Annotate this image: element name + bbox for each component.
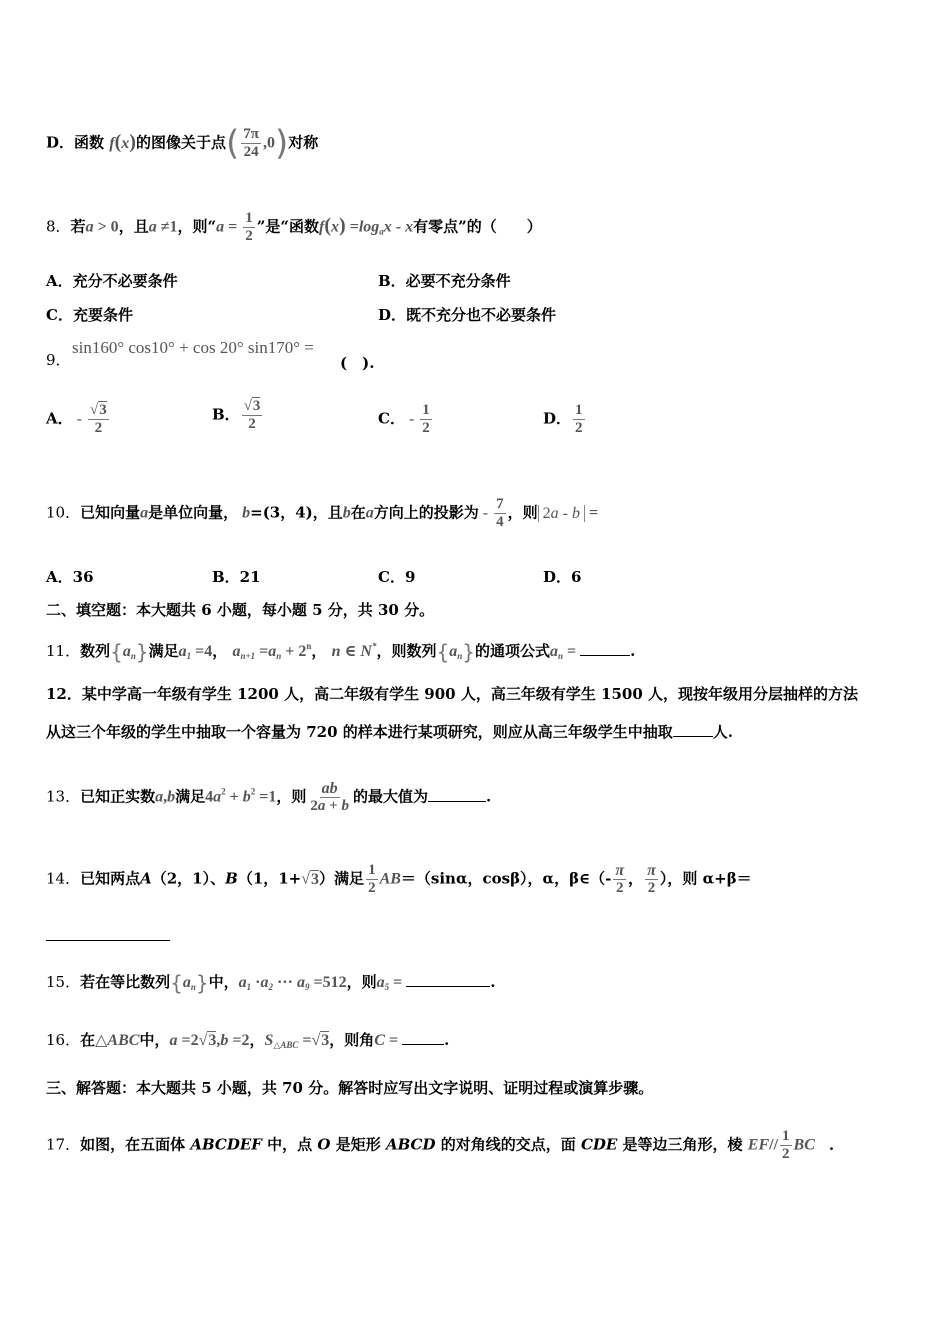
- q9-option-c: C． - $\frac{1}{2}$: [378, 402, 430, 436]
- answer-blank: [673, 722, 713, 737]
- q10-option-a: A．36: [46, 568, 94, 586]
- q-text: ，则“: [177, 217, 217, 236]
- answer-blank: [402, 1030, 444, 1045]
- q-text: 在: [350, 503, 366, 522]
- q-num: 8．: [46, 217, 71, 236]
- q10-option-d: D．6: [543, 568, 582, 586]
- q8-option-a: A．充分不必要条件: [46, 272, 178, 290]
- q-text: 数列: [80, 642, 111, 660]
- q-text: ABCD: [385, 1135, 436, 1154]
- q9-tail: ( ).: [340, 354, 375, 372]
- question-15: 15．若在等比数列$\{a_n\}$中，$a_1 \cdot a_2$ ··· $a_9 =512$，则$a_5$ = .: [46, 971, 496, 995]
- q-text: 中，: [139, 1031, 170, 1049]
- q-text: （1，1+: [237, 869, 302, 888]
- q-text: ），则 α+β＝: [659, 869, 752, 888]
- q-text: ＝（sinα，cosβ），α，β∈（-: [400, 869, 612, 888]
- q8-option-c: C．充要条件: [46, 306, 133, 324]
- q-text: 是等边三角形，棱: [617, 1135, 743, 1154]
- q-text: （2，1）、: [151, 869, 226, 888]
- q-num: 10．: [46, 503, 81, 522]
- q7d-text: 对称: [288, 133, 319, 152]
- q-text: 在: [80, 1031, 96, 1049]
- q-text: ，则: [507, 503, 538, 522]
- q-text: 从这三个年级的学生中抽取一个容量为 720 的样本进行某项研究，则应从高三年级学生中抽取: [46, 723, 673, 741]
- q-text: 是矩形: [330, 1135, 386, 1154]
- q-text: 方向上的投影为: [373, 503, 479, 522]
- question-13: 13．已知正实数a,b满足$4a^2 + b^2 =1$，则 $\frac{ab}{2a + b}$ 的最大值为 .: [46, 780, 492, 814]
- q-text: 的对角线的交点，面: [435, 1135, 581, 1154]
- q-text: =(3，4)，且: [250, 503, 343, 522]
- q-text: 已知向量: [80, 503, 141, 522]
- q-text: ，则数列: [376, 642, 437, 660]
- question-11: 11．数列$\{a_n\}$满足$a_1 =4$， $a_{n+1} =a_n + 2^n$， n ∈ N*，则数列$\{a_n\}$的通项公式$a_n$ = .: [46, 640, 636, 664]
- question-14: 14．已知两点A（2，1）、B（1，1+√3）满足 $\frac{1}{2}$ AB＝（sinα，cosβ），α，β∈（- $\frac{\pi}{2}$ ， $\frac{\pi}{2}$ ），则 α+β＝: [46, 862, 752, 896]
- q-text: ，: [212, 642, 228, 660]
- q-text: 满足: [148, 642, 179, 660]
- q-text: ”是“函数: [256, 217, 320, 236]
- fraction-ab: $\frac{ab}{2a + b}$: [310, 780, 349, 814]
- fraction-7pi-24: $\frac{7\pi}{24}$: [243, 126, 259, 160]
- q-text: 已知正实数: [80, 787, 156, 806]
- q-text: 人.: [712, 723, 733, 741]
- q-text: ，: [249, 1031, 265, 1049]
- q7d-text: 的图像关于点: [135, 133, 226, 152]
- question-12-line2: [46, 722, 733, 742]
- q-text: ，且: [118, 217, 149, 236]
- q9-option-d: D． $\frac{1}{2}$: [543, 402, 583, 436]
- q-num: 11．: [46, 642, 81, 660]
- question-9: [46, 350, 71, 370]
- q9-option-b: B． $\frac{√3}{2}$: [212, 398, 261, 432]
- answer-blank: [580, 641, 630, 656]
- q-num: 16．: [46, 1031, 81, 1049]
- q-num: 9．: [46, 351, 71, 369]
- q-text: 若: [70, 217, 86, 236]
- q-text: ，则: [346, 973, 377, 991]
- q-num: 15．: [46, 973, 81, 991]
- question-8: 8．若a > 0，且a ≠1，则“a = $\frac{1}{2}$ ”是“函数$f(x) =\log_ax - x$有零点”的（ ）: [46, 210, 542, 244]
- fraction-one-half: $\frac{1}{2}$: [245, 210, 253, 244]
- q-text: ，则: [276, 787, 307, 806]
- q-num: 13．: [46, 787, 81, 806]
- q-text: 有零点”的（ ）: [413, 217, 542, 236]
- q8-option-d: D．既不充分也不必要条件: [378, 306, 557, 324]
- option-label: D．: [46, 133, 75, 152]
- q-text: ，: [311, 642, 327, 660]
- q-text: 中，点: [261, 1135, 318, 1154]
- math-fx: f(x): [109, 130, 136, 153]
- q-num: 17．: [46, 1135, 81, 1154]
- question-10: 10．已知向量a是单位向量， b=(3，4)，且b在a方向上的投影为 - $\frac{7}{4}$ ，则 2a - b =: [46, 496, 599, 530]
- q7d-text: 函数: [74, 133, 105, 152]
- q-text: 中，: [208, 973, 239, 991]
- q-text: 已知两点: [80, 869, 141, 888]
- q-text: 的最大值为: [352, 787, 428, 806]
- question-12-line1: 12．某中学高一年级有学生 1200 人，高二年级有学生 900 人，高三年级有学生 1500 人，现按年级用分层抽样的方法: [46, 685, 859, 703]
- q9-option-a: A． - $\frac{√3}{2}$: [46, 402, 107, 436]
- q14-answer-blank: [46, 926, 170, 945]
- section-2-heading: 二、填空题：本大题共 6 小题，每小题 5 分，共 30 分。: [46, 601, 435, 619]
- q10-option-b: B．21: [212, 568, 261, 586]
- section-3-heading: 三、解答题：本大题共 5 小题，共 70 分。解答时应写出文字说明、证明过程或演算步骤。: [46, 1079, 654, 1097]
- q8-option-b: B．必要不充分条件: [378, 272, 511, 290]
- q-text: ，: [628, 869, 644, 888]
- answer-blank: [406, 972, 490, 987]
- q-text: CDE: [580, 1135, 618, 1154]
- answer-blank: [428, 787, 486, 802]
- q-text: O: [317, 1135, 331, 1154]
- q7-option-d: D．函数 f(x)的图像关于点( $\frac{7\pi}{24}$ ,0)对称: [46, 123, 319, 164]
- question-17: 17．如图，在五面体 ABCDEF 中，点 O 是矩形 ABCD 的对角线的交点，面 CDE 是等边三角形，棱 EF// $\frac{1}{2}$ BC .: [46, 1128, 835, 1162]
- q-text: ）满足: [319, 869, 365, 888]
- q10-option-c: C．9: [378, 568, 416, 586]
- q-num: 14．: [46, 869, 81, 888]
- q9-expression: sin160° cos10° + cos 20° sin170° =: [72, 338, 314, 357]
- q-text: 若在等比数列: [80, 973, 171, 991]
- q-text: 是单位向量，: [148, 503, 239, 522]
- q-text: 如图，在五面体: [80, 1135, 191, 1154]
- q-text: ，则角: [329, 1031, 375, 1049]
- q-text: 的通项公式: [474, 642, 550, 660]
- question-16: 16．在△ABC中，a =2√3,b =2，$S_{\triangle ABC} =√3$，则角C = .: [46, 1031, 450, 1050]
- q-text: 满足: [175, 787, 206, 806]
- q-text: ABCDEF: [190, 1135, 262, 1154]
